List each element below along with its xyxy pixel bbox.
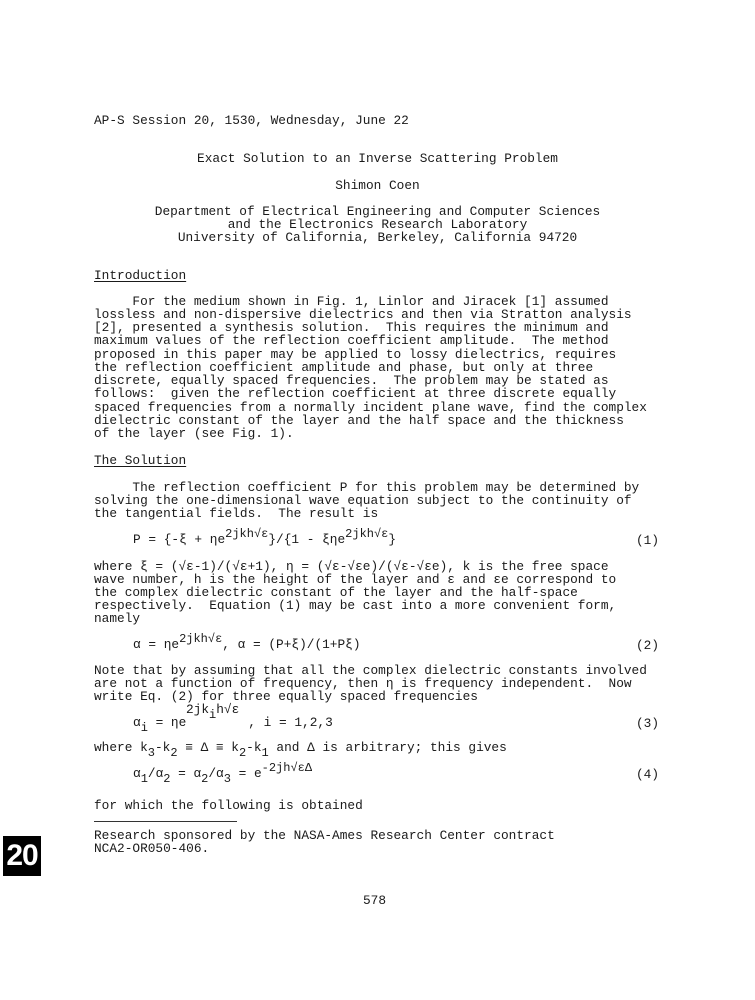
footnote-rule	[94, 821, 237, 822]
text-line: the tangential fields. The result is	[94, 506, 379, 521]
text-line: The reflection coefficient P for this problem may be determined by	[94, 480, 640, 495]
eq-superscript: 2jkh√ε	[179, 632, 223, 646]
text-line: lossless and non-dispersive dielectrics and then via Stratton analysis	[94, 307, 632, 322]
eq-text: α	[133, 766, 141, 781]
text-line: the reflection coefficient amplitude and phase, but only at three	[94, 360, 594, 375]
affiliation-line: University of California, Berkeley, California 94720	[177, 230, 578, 245]
eq-subscript: 3	[223, 772, 231, 786]
eq-text: , α = (P+ξ)/(1+Pξ)	[222, 637, 361, 652]
subscript: 2	[170, 746, 178, 760]
text-line: where ξ = (√ε-1)/(√ε+1), η = (√ε-√εe)/(√ε-√εe), k is the free space	[94, 559, 609, 574]
eq-superscript: 2jkh√ε	[225, 527, 269, 541]
eq-text: = α	[170, 766, 202, 781]
text-line: discrete, equally spaced frequencies. The problem may be stated as	[94, 373, 609, 388]
eq-text: = ηe	[147, 715, 187, 730]
equation-2	[133, 632, 361, 652]
footnote-line: Research sponsored by the NASA-Ames Research Center contract	[94, 828, 555, 843]
session-tab-marker: 20	[3, 836, 41, 876]
text-line: are not a function of frequency, then η is frequency independent. Now	[94, 676, 632, 691]
eq-text: , i = 1,2,3	[248, 715, 333, 730]
text-line: dielectric constant of the layer and the half space and the thickness	[94, 413, 624, 428]
text-line: for which the following is obtained	[94, 798, 363, 813]
section-heading-solution: The Solution	[94, 453, 187, 468]
text-line: solving the one-dimensional wave equation subject to the continuity of	[94, 493, 632, 508]
eq-text: = e	[230, 766, 262, 781]
eq-text: P = {-ξ + ηe	[133, 532, 226, 547]
equation-number-3: (3)	[636, 716, 660, 731]
subscript: 1	[261, 746, 269, 760]
page-number: 578	[363, 893, 387, 908]
section-heading-introduction: Introduction	[94, 268, 187, 283]
eq-text: }/{1 - ξηe	[268, 532, 346, 547]
affiliation-line: and the Electronics Research Laboratory	[227, 217, 528, 232]
author: Shimon Coen	[335, 178, 420, 193]
text-line: the complex dielectric constant of the layer and the half-space	[94, 585, 578, 600]
text: and Δ is arbitrary; this gives	[268, 740, 507, 755]
text: where k	[94, 740, 148, 755]
text-line: of the layer (see Fig. 1).	[94, 426, 294, 441]
eq-subscript: 1	[140, 772, 148, 786]
equation-1	[133, 527, 397, 547]
text-line: namely	[94, 611, 141, 626]
eq-text: α	[133, 715, 141, 730]
subscript: 3	[147, 746, 155, 760]
equation-number-2: (2)	[636, 638, 660, 653]
text: -k	[246, 740, 262, 755]
text-line: maximum values of the reflection coefficient amplitude. The method	[94, 333, 609, 348]
affiliation-line: Department of Electrical Engineering and Computer Sciences	[154, 204, 601, 219]
eq-superscript: -2jh√εΔ	[261, 761, 313, 775]
eq-text: /α	[147, 766, 164, 781]
equation-number-1: (1)	[636, 533, 660, 548]
text-line: For the medium shown in Fig. 1, Linlor and Jiracek [1] assumed	[94, 294, 609, 309]
eq-superscript: 2jkh√ε	[345, 527, 389, 541]
text-line: proposed in this paper may be applied to lossy dielectrics, requires	[94, 347, 617, 362]
text-line: spaced frequencies from a normally incident plane wave, find the complex	[94, 400, 647, 415]
eq-subscript: 2	[163, 772, 171, 786]
text-line: wave number, h is the height of the layer and ε and εe correspond to	[94, 572, 617, 587]
text: -k	[154, 740, 171, 755]
equation-4	[133, 761, 313, 786]
text-line: write Eq. (2) for three equally spaced frequencies	[94, 689, 478, 704]
session-header: AP-S Session 20, 1530, Wednesday, June 22	[94, 113, 409, 128]
eq-superscript: h√ε	[216, 702, 240, 717]
eq-subscript: i	[140, 721, 148, 735]
text-line: [2], presented a synthesis solution. This requires the minimum and	[94, 320, 609, 335]
text: ≡ Δ ≡ k	[177, 740, 239, 755]
text-line: follows: given the reflection coefficient at three discrete equally	[94, 386, 617, 401]
text-line: respectively. Equation (1) may be cast into a more convenient form,	[94, 598, 617, 613]
subscript: 2	[238, 746, 247, 760]
eq-subscript: i	[209, 708, 217, 722]
equation-number-4: (4)	[636, 767, 660, 782]
eq-text: α = ηe	[133, 637, 180, 652]
eq-text: }	[388, 532, 397, 547]
eq-subscript: 2	[201, 772, 209, 786]
paper-title: Exact Solution to an Inverse Scattering Problem	[197, 151, 558, 166]
equation-3	[133, 715, 333, 735]
footnote-line: NCA2-OR050-406.	[94, 841, 210, 856]
eq-text: /α	[208, 766, 224, 781]
text-line	[94, 740, 507, 760]
eq-superscript: 2jk	[186, 702, 210, 717]
text-line: Note that by assuming that all the complex dielectric constants involved	[94, 663, 647, 678]
